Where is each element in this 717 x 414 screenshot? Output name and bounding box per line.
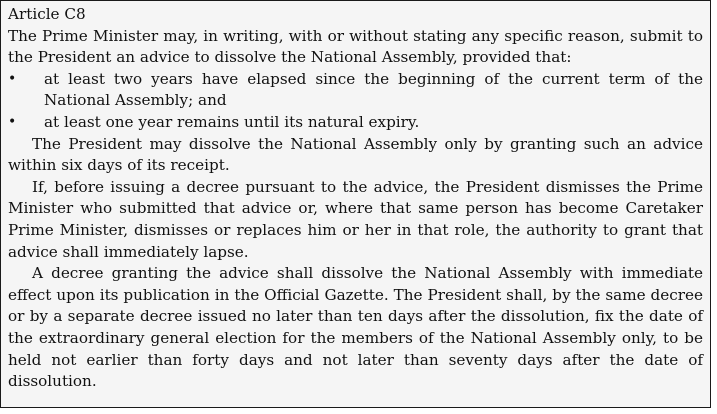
paragraph-authority-lapse: If, before issuing a decree pursuant to the advice, the President dismisses the Prime Minister who submitted that advice or, where that same person has become Caretaker Prime Minister, dismisses or replaces him or her in that role, the authority to grant that advice shall immediately lapse. [8,177,703,261]
condition-text: at least two years have elapsed since the beginning of the current term of the National Assembly; and [44,69,703,110]
condition-item [8,69,703,112]
article-intro: The Prime Minister may, in writing, with or without stating any specific reason, submit to the President an advice to dissolve the National Assembly, provided that: [8,26,703,67]
paragraph-dissolution-window: The President may dissolve the National Assembly only by granting such an advice within six days of its receipt. [8,134,703,175]
bullet-icon: • [8,113,17,130]
bullet-icon: • [8,70,17,87]
condition-list [8,69,703,134]
article-heading: Article C8 [8,5,86,23]
condition-text: at least one year remains until its natural expiry. [44,112,420,131]
paragraph-decree-effect: A decree granting the advice shall dissolve the National Assembly with immediate effect upon its publication in the Official Gazette. The President shall, by the same decree or by a separate decree issued no later than ten days after the dissolution, fix the date of the extraordinary general election for the members of the National Assembly only, to be held not earlier than forty days and not later than seventy days after the date of dissolution. [8,264,703,391]
condition-item [8,112,703,134]
